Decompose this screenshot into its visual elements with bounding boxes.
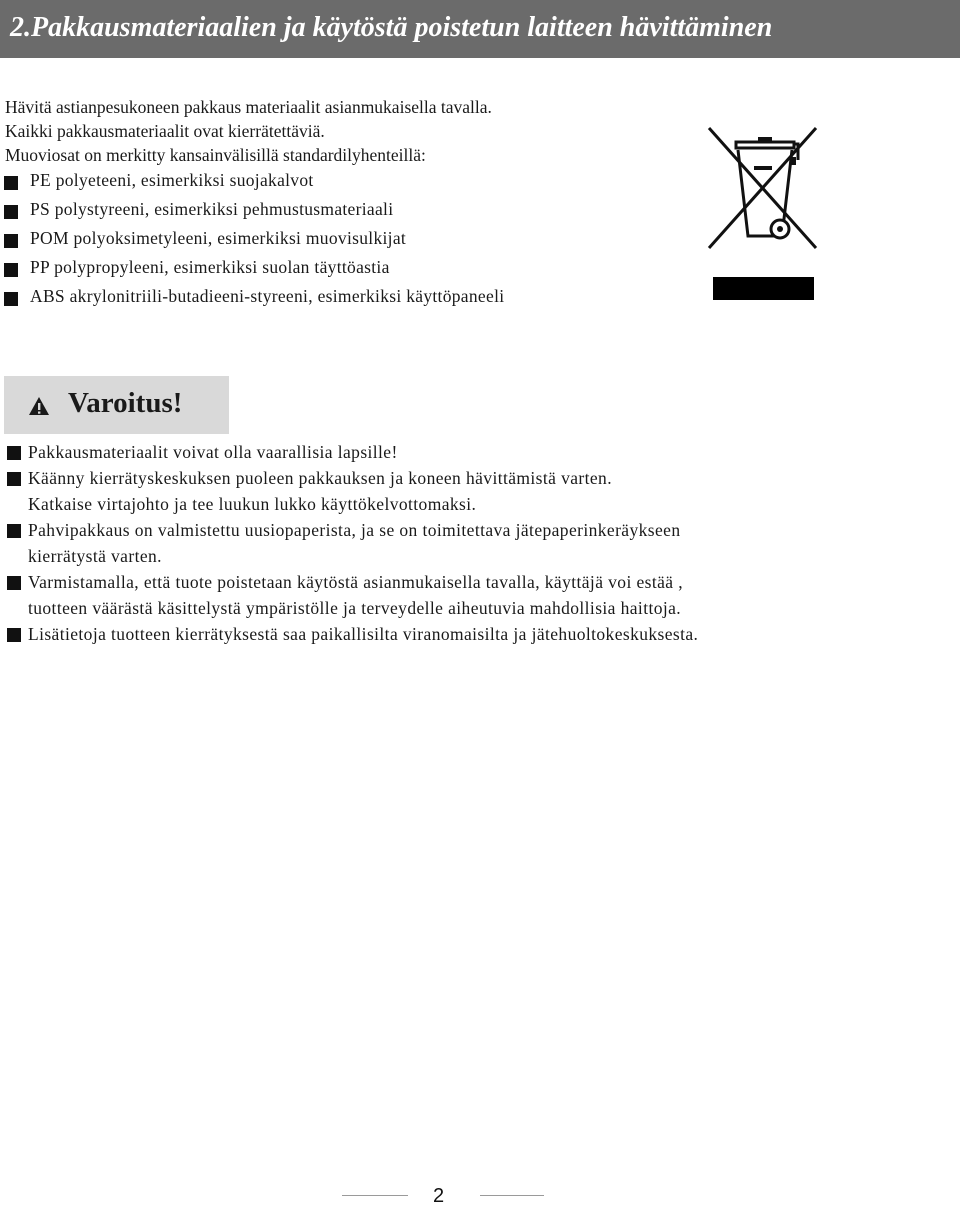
warning-line-text: Katkaise virtajohto ja tee luukun lukko käyttökelvottomaksi. [28,494,477,514]
weee-bar [713,277,814,300]
header-bar [0,0,960,58]
warning-line [7,439,698,465]
warning-list [7,439,698,647]
warning-line-text: Varmistamalla, että tuote poistetaan käytöstä asianmukaisella tavalla, käyttäjä voi estää , [28,572,684,592]
warning-line [7,491,698,517]
crossed-out-wheelie-bin-icon [706,124,820,254]
bullet-square-icon [7,524,21,538]
warning-line-text: Lisätietoja tuotteen kierrätyksestä saa paikallisilta viranomaisilta ja jätehuoltokeskuksesta. [28,624,699,644]
footer-rule-left [342,1195,408,1196]
bullet-square-icon [7,472,21,486]
materials-list [4,166,504,311]
warning-header [4,376,229,434]
intro-line: Muoviosat on merkitty kansainvälisillä standardilyhenteillä: [5,145,426,165]
bullet-square-icon [4,205,18,219]
list-item [4,224,504,253]
warning-line [7,595,698,621]
bullet-square-icon [4,176,18,190]
material-label: POM polyoksimetyleeni, esimerkiksi muovisulkijat [30,228,407,248]
bullet-square-icon [4,234,18,248]
list-item [4,195,504,224]
bullet-square-icon [4,292,18,306]
list-item [4,282,504,311]
warning-line [7,465,698,491]
page-title: 2.Pakkausmateriaalien ja käytöstä poistetun laitteen hävittäminen [10,12,773,43]
material-label: PE polyeteeni, esimerkiksi suojakalvot [30,170,314,190]
bullet-square-icon [7,576,21,590]
warning-line-text: Pakkausmateriaalit voivat olla vaarallisia lapsille! [28,442,398,462]
warning-line [7,517,698,543]
intro-line: Hävitä astianpesukoneen pakkaus materiaalit asianmukaisella tavalla. [5,97,492,117]
material-label: PP polypropyleeni, esimerkiksi suolan täyttöastia [30,257,390,277]
warning-line [7,543,698,569]
intro-line: Kaikki pakkausmateriaalit ovat kierrätettäviä. [5,121,325,141]
intro-text [5,95,492,167]
warning-line-text: Pahvipakkaus on valmistettu uusiopaperista, ja se on toimitettava jätepaperinkeräykseen [28,520,681,540]
list-item [4,166,504,195]
bullet-square-icon [7,446,21,460]
bullet-square-icon [7,628,21,642]
warning-triangle-icon [28,396,50,416]
page-number: 2 [433,1185,445,1207]
warning-line-text: Käänny kierrätyskeskuksen puoleen pakkauksen ja koneen hävittämistä varten. [28,468,612,488]
bullet-square-icon [4,263,18,277]
material-label: PS polystyreeni, esimerkiksi pehmustusmateriaali [30,199,394,219]
warning-line [7,569,698,595]
warning-line-text: tuotteen väärästä käsittelystä ympäristölle ja terveydelle aiheutuvia mahdollisia haittoja. [28,598,682,618]
material-label: ABS akrylonitriili-butadieeni-styreeni, esimerkiksi käyttöpaneeli [30,286,505,306]
warning-line-text: kierrätystä varten. [28,546,162,566]
list-item [4,253,504,282]
warning-title: Varoitus! [68,387,183,419]
footer-rule-right [480,1195,544,1196]
warning-line [7,621,698,647]
